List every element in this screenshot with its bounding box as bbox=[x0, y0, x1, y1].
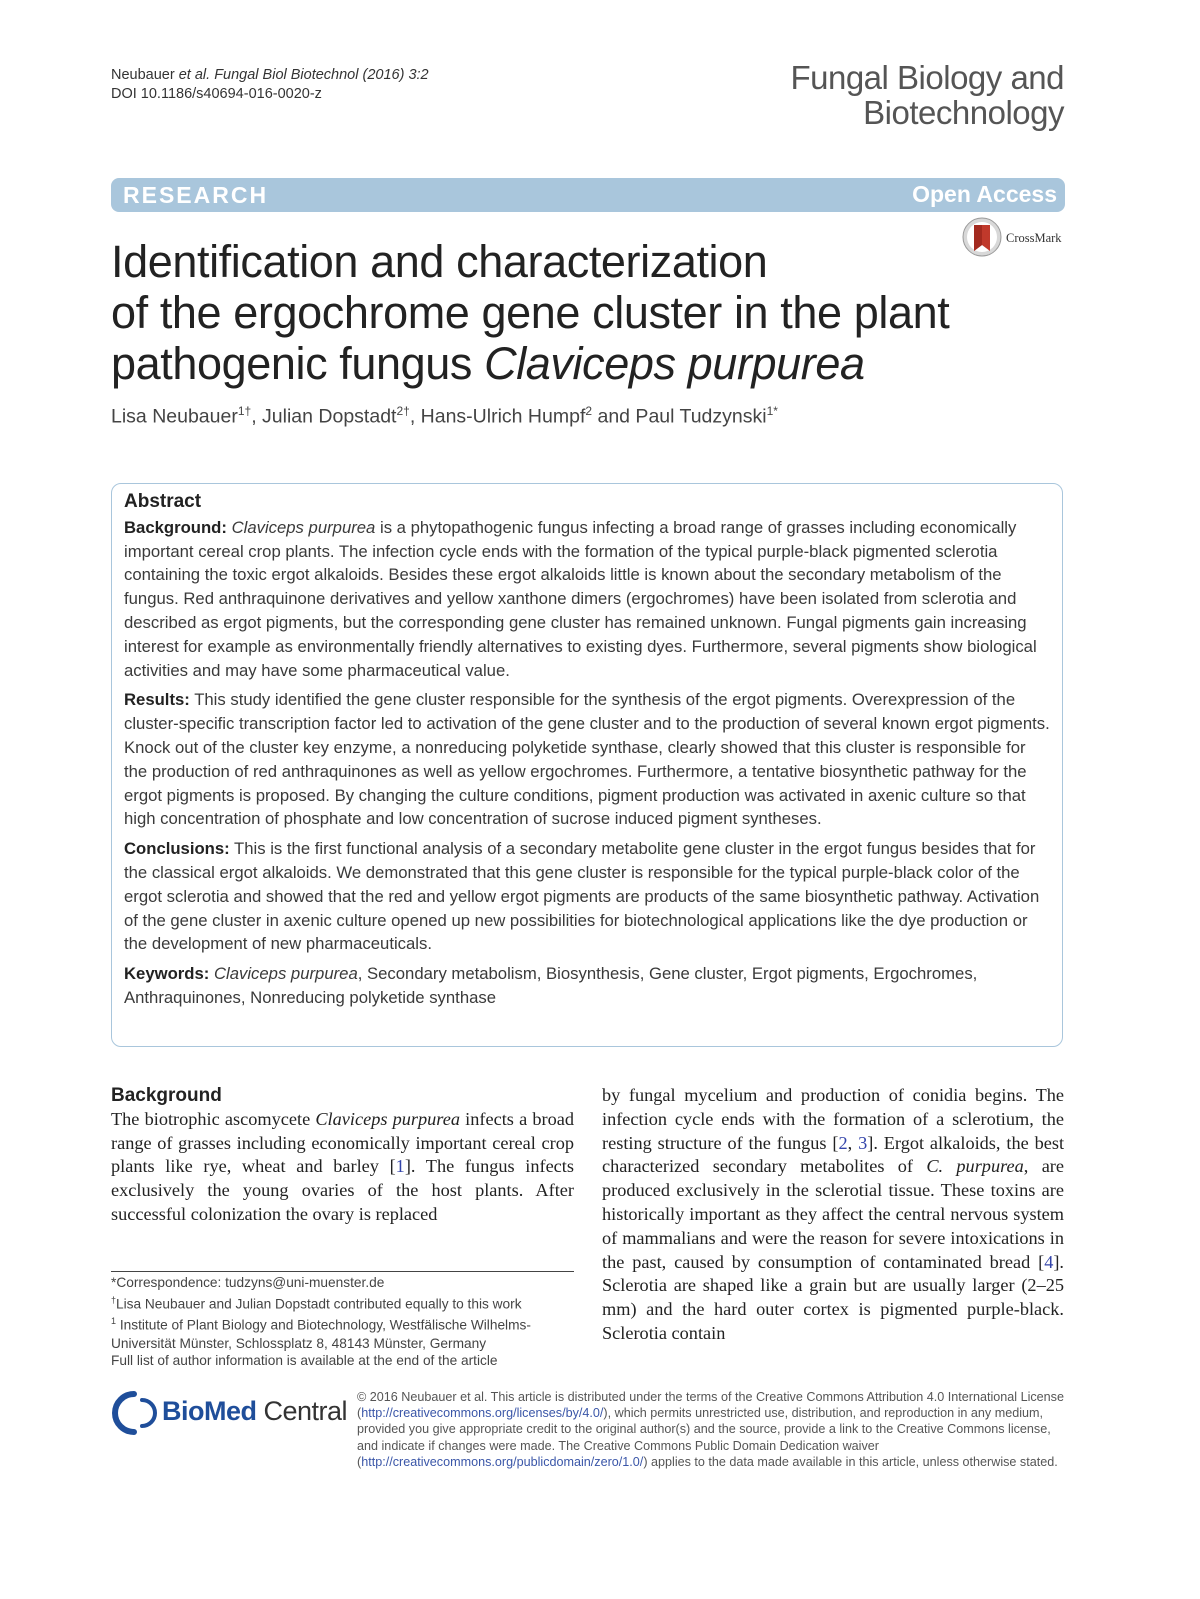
affiliation-line2: Universität Münster, Schlossplatz 8, 48143 Münster, Germany bbox=[111, 1335, 487, 1351]
abstract-conclusions-text: This is the first functional analysis of a secondary metabolite gene cluster in the ergot fungus besides that for the classical ergot alkaloids. We demonstrated that this gene cluster is responsible for the typical purple-black color of the ergot sclerotia and showed that the red and yellow ergot pigments are products of the same biosynthetic pathway. Activation of the gene cluster in axenic culture opened up new possibilities for biotechnological applications like the dye production or the development of new pharmaceuticals. bbox=[124, 839, 1040, 954]
abstract-results-text: This study identified the gene cluster responsible for the synthesis of the ergot pigments. Overexpression of the cluster-specific transcription factor led to activation of the gene cluster and to the production of several known ergot pigments. Knock out of the cluster key enzyme, a nonreducing polyketide synthase, clearly showed that this cluster is responsible for the production of red anthraquinones as well as yellow ergochromes. Furthermore, a tentative biosynthetic pathway for the ergot pigments is proposed. By changing the culture conditions, pigment production was activated in axenic culture so that high concentration of phosphate and low concentration of sucrose induced pigment syntheses. bbox=[124, 690, 1050, 829]
crossmark-label: CrossMark bbox=[1006, 231, 1062, 245]
equal-contribution-note bbox=[111, 1292, 581, 1313]
equal-contribution-text: Lisa Neubauer and Julian Dopstadt contributed equally to this work bbox=[116, 1296, 522, 1312]
journal-name-line2: Biotechnology bbox=[863, 94, 1064, 131]
abstract-background-text: is a phytopathogenic fungus infecting a broad range of grasses including economically important cereal crop plants. The infection cycle ends with the formation of the typical purple-black pigmented sclerotia containing the toxic ergot alkaloids. Besides these ergot alkaloids little is known about the secondary metabolism of the fungus. Red anthraquinone derivatives and yellow xanthone dimers (ergochromes) have been isolated from sclerotia and described as ergot pigments, but the corresponding gene cluster has remained unknown. Fungal pigments gain increasing interest for example as environmentally friendly alternatives to existing dyes. Furthermore, several pigments show biological activities and may have some pharmaceutical value. bbox=[124, 517, 1037, 680]
body-species: C. purpurea bbox=[926, 1156, 1024, 1177]
author-4[interactable]: and Paul Tudzynski bbox=[592, 405, 767, 428]
abstract-conclusions bbox=[124, 837, 1052, 956]
abstract-keywords-label: Keywords: bbox=[124, 964, 210, 984]
wordmark-med: Med bbox=[204, 1396, 257, 1426]
license-text: © 2016 Neubauer et al. This article is distributed under the terms of the Creative Commons Attribution 4.0 International License ( bbox=[357, 1390, 1064, 1421]
author-1[interactable]: Lisa Neubauer bbox=[111, 405, 238, 428]
reference-link-3[interactable]: 3 bbox=[858, 1132, 868, 1153]
abstract-background-species: Claviceps purpurea bbox=[231, 517, 376, 537]
citation-journal: Fungal Biol Biotechnol bbox=[214, 67, 359, 83]
biomed-central-logo[interactable] bbox=[112, 1390, 348, 1436]
wordmark-bio: Bio bbox=[162, 1396, 204, 1426]
open-access-label[interactable]: Open Access bbox=[912, 181, 1057, 207]
title-line2: of the ergochrome gene cluster in the plant bbox=[111, 287, 950, 338]
body-column-left bbox=[111, 1084, 574, 1227]
body-text: ]. Ergot alkaloids, the best characterized secondary metabolites of bbox=[602, 1132, 1065, 1177]
body-paragraph-1 bbox=[111, 1108, 574, 1227]
body-text: ]. The fungus infects exclusively the young ovaries of the host plants. After successful colonization the ovary is replaced bbox=[111, 1156, 574, 1224]
affiliation-line1: Institute of Plant Biology and Biotechnology, Westfälische Wilhelms- bbox=[116, 1317, 531, 1333]
body-column-right bbox=[602, 1084, 1064, 1346]
abstract-background bbox=[124, 516, 1052, 683]
license-text: ) applies to the data made available in this article, unless otherwise stated. bbox=[643, 1454, 1058, 1469]
journal-name bbox=[790, 60, 1064, 130]
abstract-content bbox=[124, 490, 1052, 1016]
article-type-label: RESEARCH bbox=[123, 182, 269, 208]
section-heading-background: Background bbox=[111, 1085, 222, 1106]
title-line3 bbox=[111, 338, 1091, 389]
citation bbox=[111, 66, 429, 104]
reference-link-1[interactable]: 1 bbox=[395, 1156, 405, 1177]
license-link[interactable]: http://creativecommons.org/licenses/by/4.0/ bbox=[361, 1406, 604, 1421]
author-info-note: Full list of author information is available at the end of the article bbox=[111, 1353, 498, 1369]
public-domain-link[interactable]: http://creativecommons.org/publicdomain/zero/1.0/ bbox=[361, 1454, 644, 1469]
license-text: ), which permits unrestricted use, distribution, and reproduction in any medium, provided you give appropriate credit to the original author(s) and the source, provide a link to the Creative Commons license, and indicate if changes were made. The Creative Commons Public Domain Dedication waiver ( bbox=[357, 1406, 1051, 1469]
abstract-box bbox=[111, 483, 1063, 1047]
article-title bbox=[111, 236, 1091, 389]
license-statement bbox=[357, 1389, 1067, 1470]
reference-link-2[interactable]: 2 bbox=[838, 1132, 848, 1153]
citation-volume: (2016) 3:2 bbox=[362, 67, 429, 83]
body-text: , are produced exclusively in the sclerotial tissue. These toxins are historically important as they affect the central nervous system of mammalians and were the reason for severe intoxications in the past, caused by consumption of contaminated bread [ bbox=[602, 1156, 1065, 1272]
title-line3-text: pathogenic fungus bbox=[111, 338, 485, 389]
journal-name-line1: Fungal Biology and bbox=[790, 59, 1064, 96]
reference-link-4[interactable]: 4 bbox=[1044, 1251, 1054, 1272]
title-species: Claviceps purpurea bbox=[484, 338, 865, 389]
body-text: The biotrophic ascomycete bbox=[111, 1108, 316, 1129]
footnotes bbox=[111, 1274, 581, 1370]
body-text: infects a broad range of grasses including economically important cereal crop plants like rye, wheat and barley [ bbox=[111, 1108, 574, 1177]
author-1-sup: 1† bbox=[237, 404, 252, 418]
equal-contribution-sup: † bbox=[111, 1294, 117, 1305]
body-text: , bbox=[847, 1132, 859, 1153]
author-2-sup: 2† bbox=[396, 404, 410, 418]
citation-author: Neubauer bbox=[111, 67, 175, 83]
abstract-conclusions-label: Conclusions: bbox=[124, 839, 230, 859]
title-line1: Identification and characterization bbox=[111, 236, 768, 287]
article-type-band bbox=[111, 178, 1065, 212]
abstract-keywords bbox=[124, 962, 1052, 1010]
author-3[interactable]: , Hans-Ulrich Humpf bbox=[409, 405, 586, 428]
doi[interactable]: DOI 10.1186/s40694-016-0020-z bbox=[111, 86, 322, 102]
body-text: ]. Sclerotia are shaped like a grain but are usually larger (2–25 mm) and the hard outer cortex is pigmented purple-black. Sclerotia contain bbox=[602, 1251, 1064, 1343]
author-list bbox=[111, 404, 778, 429]
citation-et-al: et al. bbox=[178, 67, 211, 83]
biomed-central-wordmark bbox=[162, 1396, 347, 1427]
body-text: by fungal mycelium and production of conidia begins. The infection cycle ends with the formation of a sclerotium, the resting structure of the fungus [ bbox=[602, 1085, 1064, 1153]
author-3-sup: 2 bbox=[585, 404, 593, 418]
abstract-keywords-species: Claviceps purpurea bbox=[213, 964, 358, 984]
abstract-results-label: Results: bbox=[124, 690, 190, 710]
citation-line bbox=[111, 66, 429, 85]
body-species: Claviceps purpurea bbox=[315, 1108, 460, 1129]
author-4-sup: 1* bbox=[766, 404, 778, 418]
abstract-keywords-text: , Secondary metabolism, Biosynthesis, Gene cluster, Ergot pigments, Ergochromes, Anthraquinones, Nonreducing polyketide synthase bbox=[124, 964, 978, 1007]
wordmark-central: Central bbox=[256, 1396, 348, 1426]
abstract-background-label: Background: bbox=[124, 517, 227, 537]
body-paragraph-2 bbox=[602, 1084, 1064, 1346]
footnote-rule bbox=[111, 1271, 574, 1272]
correspondence-note[interactable]: *Correspondence: tudzyns@uni-muenster.de bbox=[111, 1275, 385, 1290]
biomed-central-icon bbox=[112, 1390, 158, 1436]
author-2[interactable]: , Julian Dopstadt bbox=[251, 405, 397, 428]
affiliation-sup: 1 bbox=[111, 1316, 117, 1327]
affiliation-note bbox=[111, 1313, 581, 1334]
abstract-heading: Abstract bbox=[124, 491, 202, 512]
abstract-results bbox=[124, 688, 1052, 831]
